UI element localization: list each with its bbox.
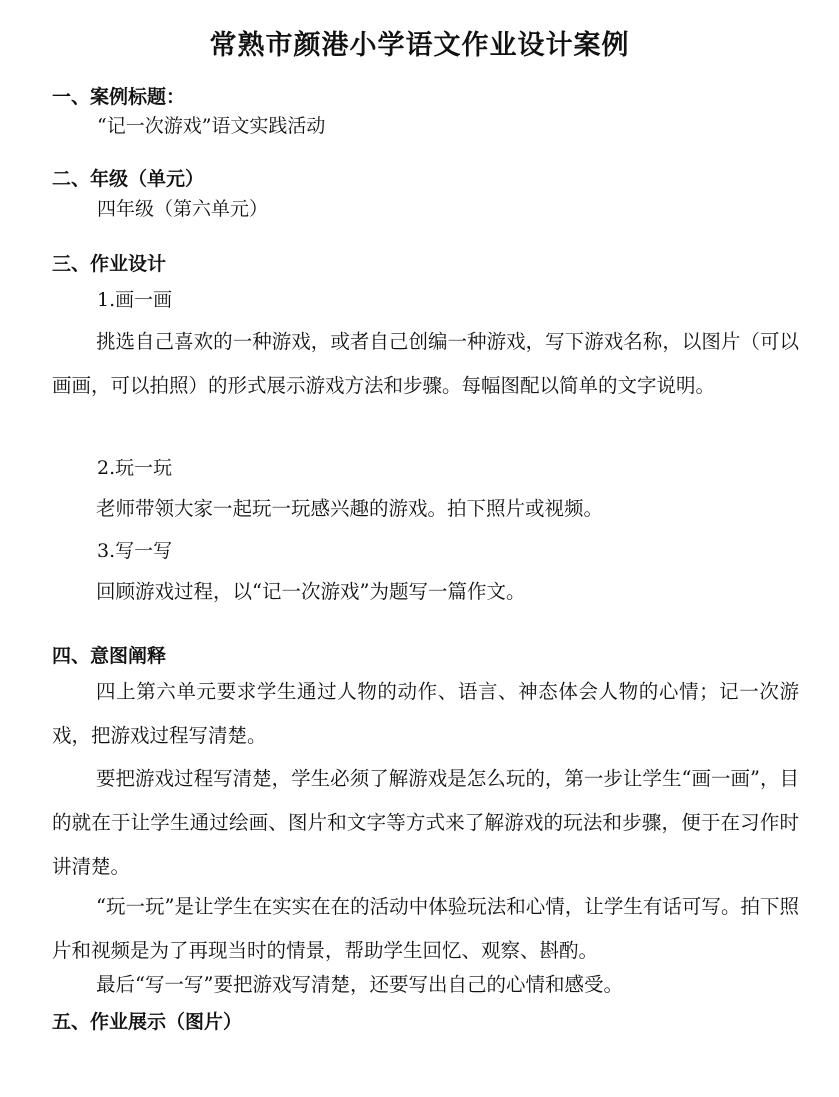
intent-paragraph-1: 四上第六单元要求学生通过人物的动作、语言、神态体会人物的心情；记一次游戏，把游戏过程写清楚。: [52, 680, 799, 747]
intent-paragraph-2: 要把游戏过程写清楚，学生必须了解游戏是怎么玩的，第一步让学生“画一画”，目的就在于让学生通过绘画、图片和文字等方式来了解游戏的玩法和步骤，便于在习作时讲清楚。: [52, 767, 799, 878]
intent-paragraph-3: “玩一玩”是让学生在实实在在的活动中体验玩法和心情，让学生有话可写。拍下照片和视频是为了再现当时的情景，帮助学生回忆、观察、斟酌。: [52, 895, 799, 962]
design-item-text-write: 回顾游戏过程，以“记一次游戏”为题写一篇作文。: [96, 580, 526, 603]
design-item-label-write: 3.写一写: [97, 540, 173, 562]
design-item-text-play: 老师带领大家一起玩一玩感兴趣的游戏。拍下照片或视频。: [96, 497, 604, 520]
case-title-content: “记一次游戏”语文实践活动: [97, 115, 326, 137]
section-heading-design: 三、作业设计: [52, 253, 167, 275]
design-item-text-draw: 挑选自己喜欢的一种游戏，或者自己创编一种游戏，写下游戏名称，以图片（可以画画，可以拍照）的形式展示游戏方法和步骤。每幅图配以简单的文字说明。: [52, 330, 799, 397]
section-heading-case-title: 一、案例标题：: [52, 86, 186, 108]
section-heading-intent: 四、意图阐释: [52, 645, 167, 667]
design-item-label-play: 2.玩一玩: [97, 457, 173, 479]
design-item-label-draw: 1.画一画: [97, 289, 173, 311]
document-title: 常熟市颜港小学语文作业设计案例: [209, 30, 630, 61]
section-heading-grade: 二、年级（单元）: [52, 168, 205, 190]
grade-content: 四年级（第六单元）: [97, 198, 269, 220]
section-heading-showcase: 五、作业展示（图片）: [52, 1011, 243, 1033]
intent-paragraph-4: 最后“写一写”要把游戏写清楚，还要写出自己的心情和感受。: [96, 973, 623, 996]
